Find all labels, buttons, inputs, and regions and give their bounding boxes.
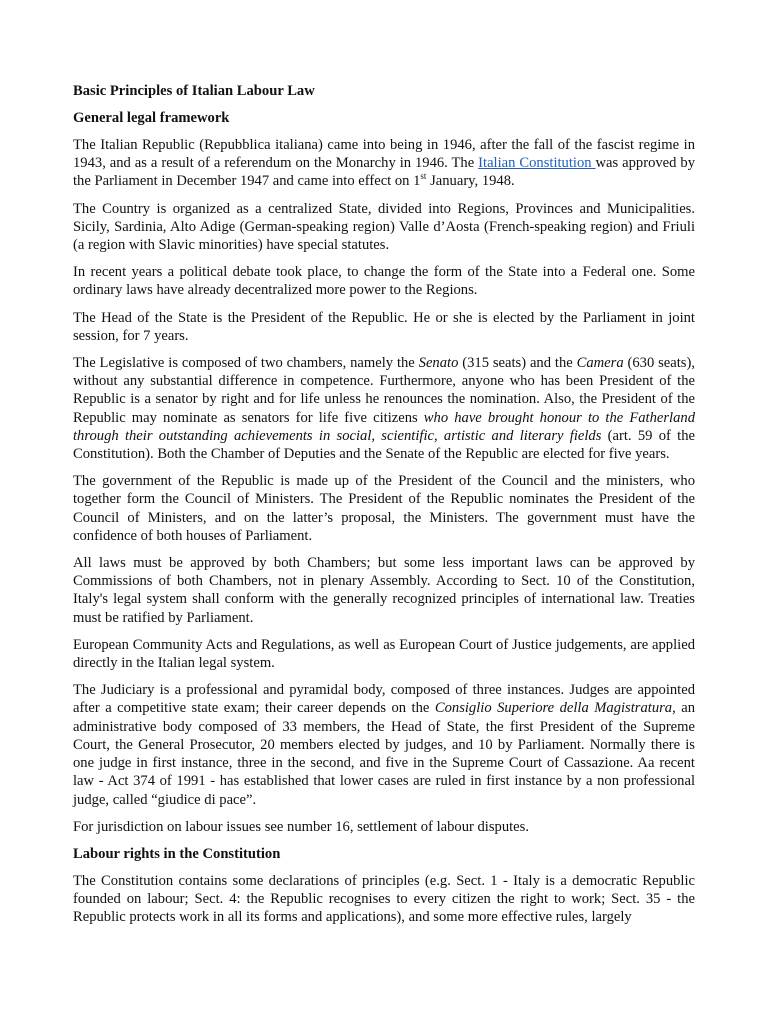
ordinal-suffix: st xyxy=(420,171,427,182)
paragraph-head-of-state: The Head of the State is the President of the Republic. He or she is elected by the Parliament in joint session, for 7 years. xyxy=(73,309,695,344)
paragraph-text: (art. 59 of the Constitution). Both the Chamber of Deputies and the Senate of the Republic are elected for five years. xyxy=(73,427,695,463)
paragraph-republic-origin xyxy=(73,136,695,191)
paragraph-judiciary xyxy=(73,681,695,808)
paragraph-european-acts: European Community Acts and Regulations, as well as European Court of Justice judgements, are applied directly in the Italian legal system. xyxy=(73,636,695,672)
csm-term: Consiglio Superiore della Magistratura xyxy=(434,700,673,717)
paragraph-country-organization: The Country is organized as a centralized State, divided into Regions, Provinces and Municipalities. Sicily, Sardinia, Alto Adige (German-speaking region) Valle d’Aosta (French-speaking region) and Friuli (a region with Slavic minorities) have special statutes. xyxy=(73,200,695,254)
paragraph-laws-approval: All laws must be approved by both Chambers; but some less important laws can be approved by Commissions of both Chambers, not in plenary Assembly. According to Sect. 10 of the Constitution, Italy's legal system shall conform with the generally recognized principles of international law. Treaties must be ratified by Parliament. xyxy=(73,555,695,626)
paragraph-constitution-principles: The Constitution contains some declarations of principles (e.g. Sect. 1 - Italy is a democratic Republic founded on labour; Sect. 4: the Republic recognises to every citizen the right to work; Sect. 35 - the Republic protects work in all its forms and applications), and some more effective rules, largely xyxy=(73,872,695,926)
paragraph-legislative xyxy=(73,354,695,463)
paragraph-text: , an administrative body composed of 33 members, the Head of State, the first President of the Supreme Court, the General Prosecutor, 20 members elected by judges, and 10 by Parliament. Normally there is one judge in first instance, three in the second, and five in the Supreme Court of Cassazione. Aa recent law - Act 374 of 1991 - has established that lower cases are ruled in first instance by a non professional judge, called “giudice di pace”. xyxy=(73,700,696,808)
paragraph-text: (315 seats) and the xyxy=(458,355,577,372)
paragraph-government: The government of the Republic is made up of the President of the Council and the ministers, who together form the Council of Ministers. The President of the Republic nominates the President of the Council of Ministers, and on the latter’s proposal, the Ministers. The government must have the confidence of both houses of Parliament. xyxy=(73,473,695,544)
paragraph-text: was approved by the Parliament in December 1947 and came into effect on 1 xyxy=(73,155,695,190)
paragraph-text: January, 1948. xyxy=(426,173,515,190)
constitution-quote: who have brought honour to the Fatherland through their outstanding achievements in social, scientific, artistic and literary fields xyxy=(73,409,695,444)
paragraph-text: The Legislative is composed of two chambers, namely the xyxy=(73,355,419,372)
paragraph-federal-debate: In recent years a political debate took place, to change the form of the State into a Federal one. Some ordinary laws have already decentralized more power to the Regions. xyxy=(73,264,695,299)
paragraph-jurisdiction: For jurisdiction on labour issues see number 16, settlement of labour disputes. xyxy=(73,818,529,835)
section-heading-general-legal-framework: General legal framework xyxy=(73,110,230,126)
paragraph-text: The Judiciary is a professional and pyramidal body, composed of three instances. Judges are appointed after a competitive state exam; their career depends on the xyxy=(73,682,695,717)
section-heading-labour-rights: Labour rights in the Constitution xyxy=(73,845,281,862)
camera-term: Camera xyxy=(576,355,624,372)
italian-constitution-link[interactable]: Italian Constitution xyxy=(478,155,596,172)
document-title: Basic Principles of Italian Labour Law xyxy=(73,83,315,99)
senato-term: Senato xyxy=(418,355,459,372)
paragraph-text: (630 seats), without any substantial difference in competence. Furthermore, anyone who has been President of the Republic is a senator by right and for life unless he renounces the nomination. Also, the President of the Republic may nominate as senators for life five citizens xyxy=(73,355,695,426)
paragraph-text: The Italian Republic (Repubblica italiana) came into being in 1946, after the fall of the fascist regime in 1943, and as a result of a referendum on the Monarchy in 1946. The xyxy=(73,137,695,172)
